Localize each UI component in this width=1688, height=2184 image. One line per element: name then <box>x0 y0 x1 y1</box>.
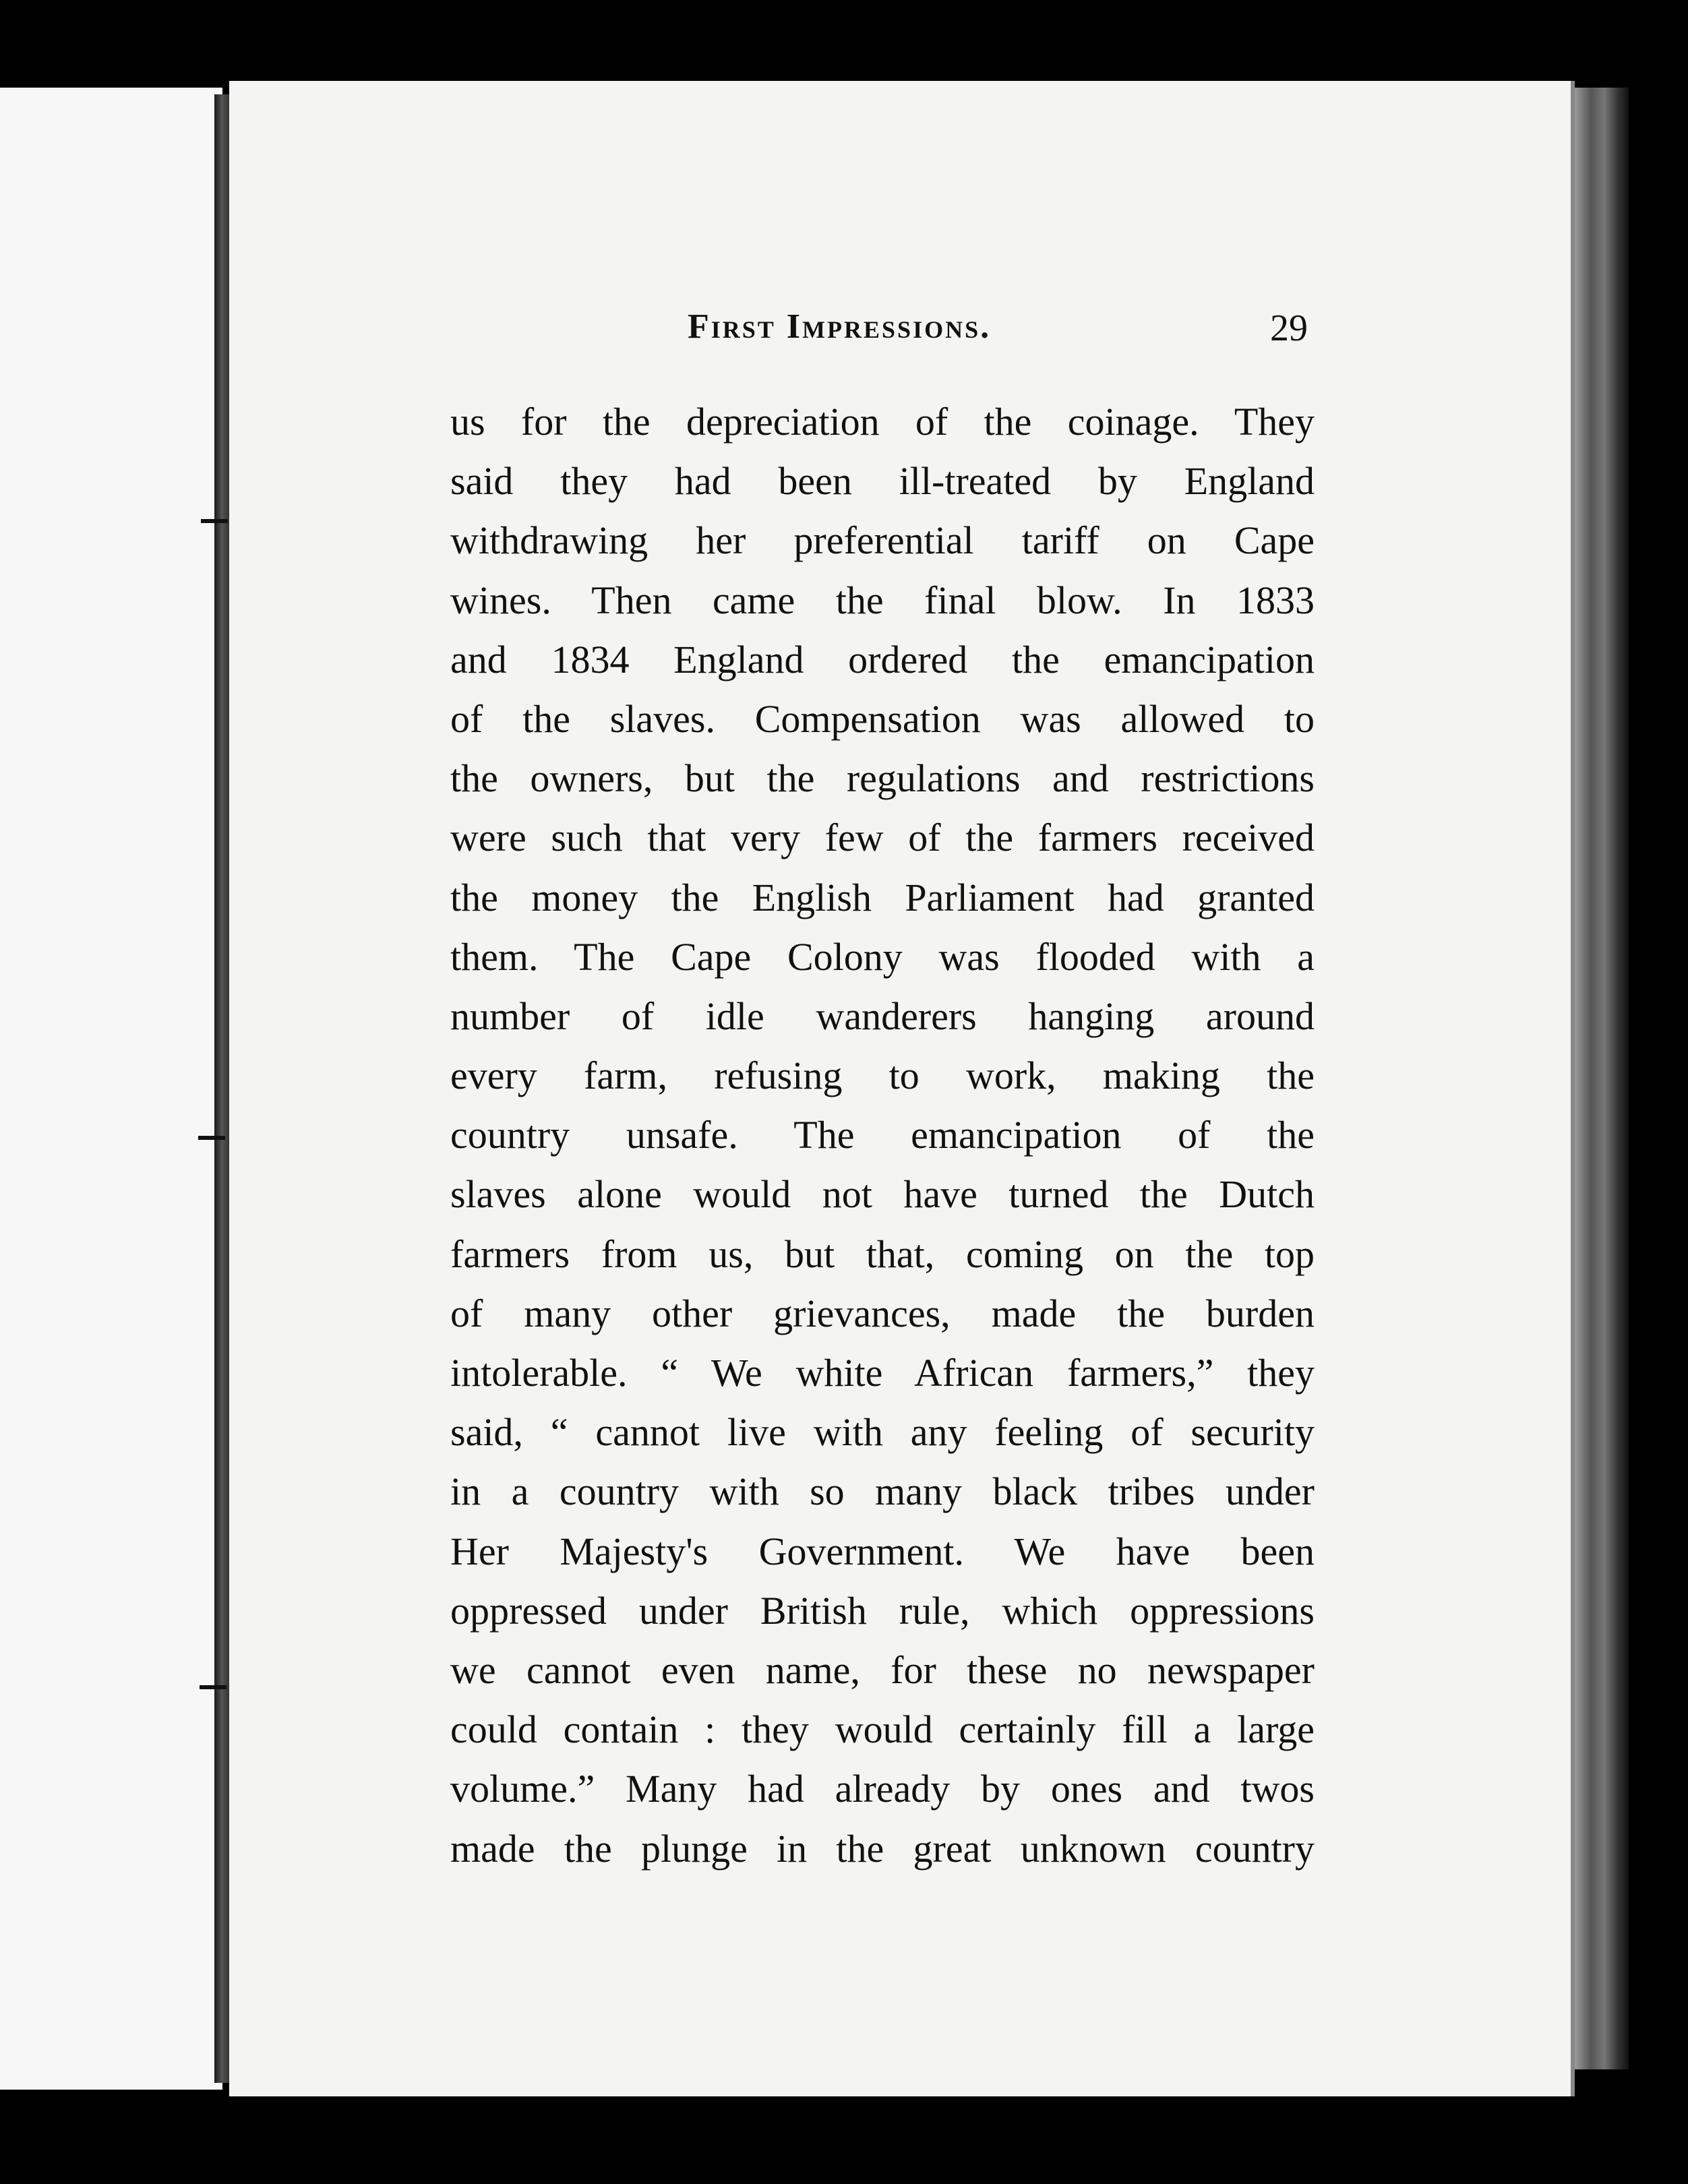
text-line: country unsafe. The emancipation of the <box>450 1113 1315 1157</box>
text-line: could contain : they would certainly fill a large <box>450 1707 1315 1752</box>
page-number: 29 <box>1270 307 1308 349</box>
text-line: we cannot even name, for these no newspaper <box>450 1647 1315 1692</box>
text-line: every farm, refusing to work, making the <box>450 1054 1315 1098</box>
text-line: the owners, but the regulations and restrictions <box>450 756 1315 801</box>
text-line: number of idle wanderers hanging around <box>450 994 1315 1038</box>
text-line: made the plunge in the great unknown country <box>450 1826 1315 1871</box>
text-line: withdrawing her preferential tariff on Cape <box>450 518 1315 563</box>
gutter-mark <box>200 1685 227 1689</box>
body-text <box>450 392 1315 1879</box>
text-line: the money the English Parliament had granted <box>450 875 1315 919</box>
text-line: them. The Cape Colony was flooded with a <box>450 934 1315 979</box>
previous-page-edge <box>0 88 222 2090</box>
text-line: intolerable. “ We white African farmers,” they <box>450 1351 1315 1395</box>
page-block-edge <box>1575 88 1629 2069</box>
text-line: us for the depreciation of the coinage. They <box>450 400 1315 444</box>
text-line: in a country with so many black tribes under <box>450 1469 1315 1514</box>
text-line: Her Majesty's Government. We have been <box>450 1529 1315 1573</box>
text-line: oppressed under British rule, which oppressions <box>450 1588 1315 1633</box>
page-header <box>688 307 1308 361</box>
text-line: said, “ cannot live with any feeling of security <box>450 1410 1315 1455</box>
text-line: slaves alone would not have turned the Dutch <box>450 1172 1315 1217</box>
text-line: wines. Then came the final blow. In 1833 <box>450 578 1315 622</box>
running-title: First Impressions. <box>688 307 992 346</box>
gutter-mark <box>201 519 228 523</box>
text-line: said they had been ill-treated by England <box>450 459 1315 504</box>
text-line: were such that very few of the farmers received <box>450 816 1315 860</box>
text-line: of the slaves. Compensation was allowed to <box>450 696 1315 741</box>
text-line: and 1834 England ordered the emancipation <box>450 637 1315 681</box>
text-line: farmers from us, but that, coming on the top <box>450 1232 1315 1276</box>
text-line: of many other grievances, made the burden <box>450 1291 1315 1335</box>
text-line: volume.” Many had already by ones and twos <box>450 1767 1315 1811</box>
gutter-mark <box>198 1136 225 1140</box>
